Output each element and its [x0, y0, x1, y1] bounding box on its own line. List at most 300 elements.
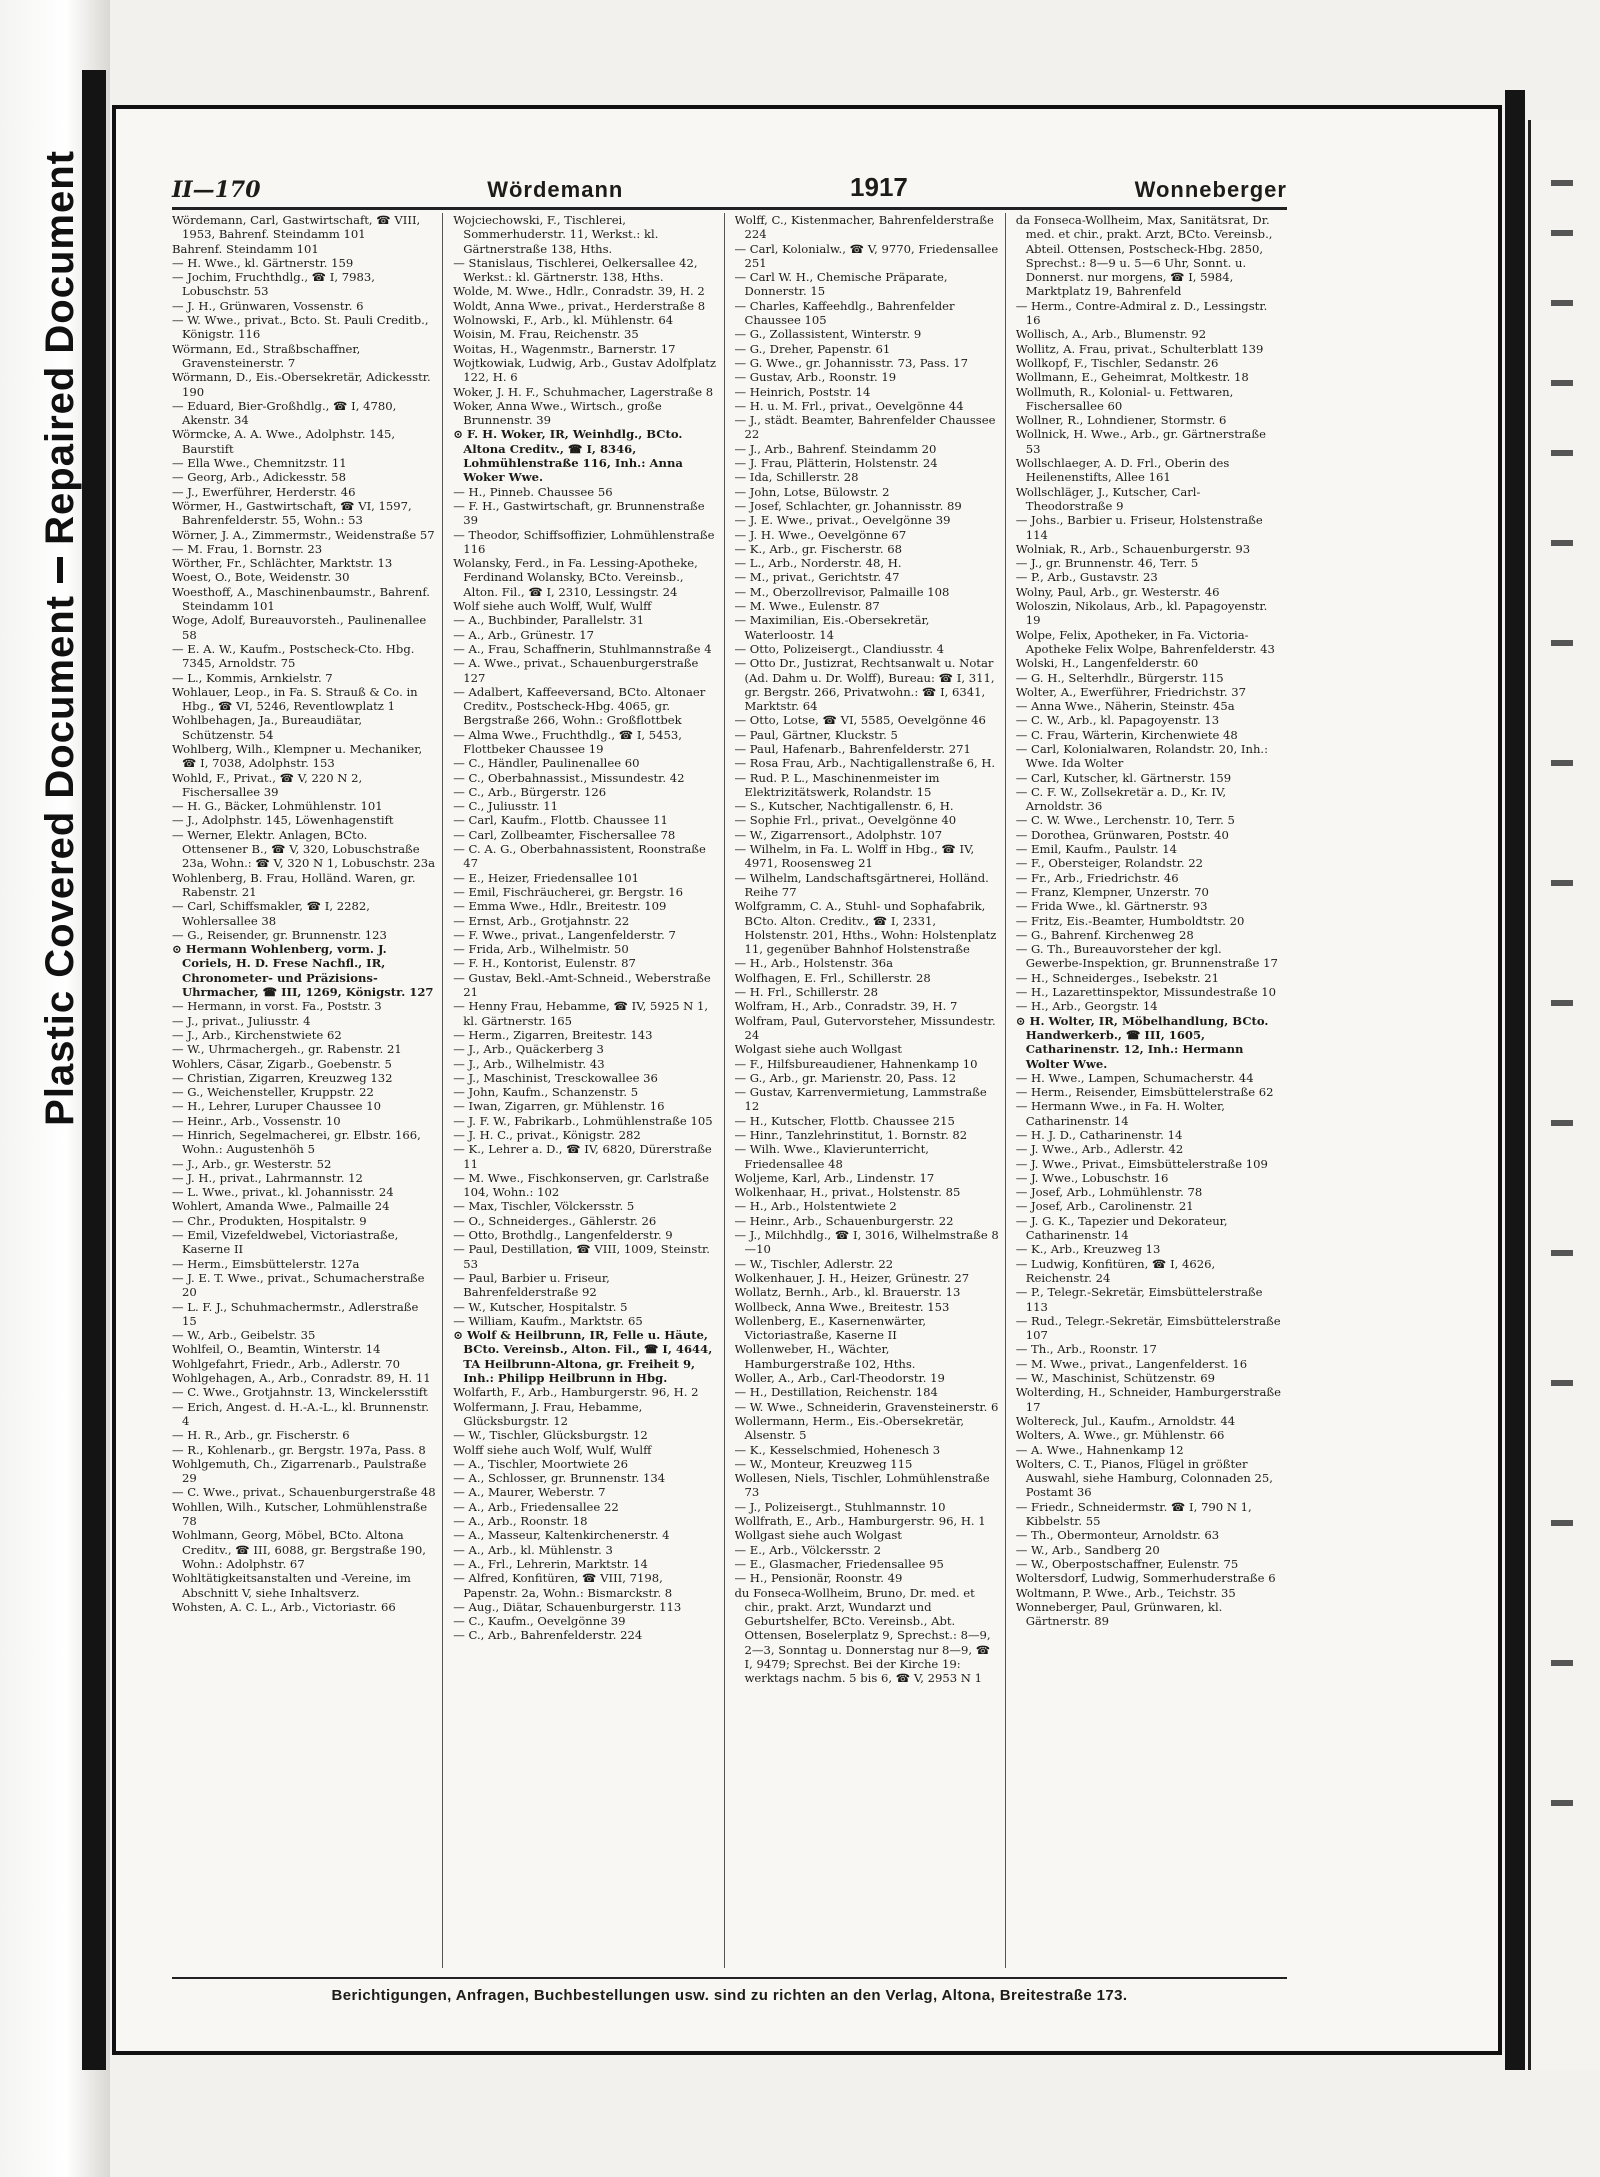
directory-entry: — S., Kutscher, Nachtigallenstr. 6, H.	[734, 799, 954, 814]
directory-entry: — Heinr., Arb., Schauenburgerstr. 22	[734, 1213, 954, 1228]
directory-entry: — H., Arb., Holstenstr. 36a	[734, 956, 893, 971]
directory-entry: — C., Arb., Bahrenfelderstr. 224	[453, 1628, 643, 1643]
directory-entry: — A. Wwe., privat., Schauenburgerstraße 127	[453, 656, 699, 685]
directory-entry: Wolansky, Ferd., in Fa. Lessing-Apotheke, Ferdinand Wolansky, BCto. Vereinsb., Alton. Fil., ☎ I, 2310, Lessingstr. 24	[453, 556, 698, 599]
directory-entry: Wolf siehe auch Wolff, Wulf, Wulff	[453, 599, 652, 614]
directory-entry: — H. Wwe., Lampen, Schumacherstr. 44	[1015, 1070, 1254, 1085]
directory-entry: Wolniak, R., Arb., Schauenburgerstr. 93	[1015, 541, 1251, 556]
directory-entry: — J. H., privat., Lahrmannstr. 12	[172, 1170, 363, 1185]
directory-entry: Wollbeck, Anna Wwe., Breitestr. 153	[734, 1299, 950, 1314]
directory-entry: — Emil, Kaufm., Paulstr. 14	[1015, 842, 1178, 857]
directory-entry: — J., Arb., Kirchenstwiete 62	[172, 1027, 342, 1042]
directory-entry: — H., Arb., Georgstr. 14	[1015, 999, 1158, 1014]
directory-entry: — Josef, Schlachter, gr. Johannisstr. 89	[734, 498, 962, 513]
directory-entry: Woge, Adolf, Bureauvorsteh., Paulinenallee 58	[172, 613, 427, 642]
directory-entry: Wohlbehagen, Ja., Bureaudiätar, Schützenstr. 54	[172, 713, 363, 742]
directory-entry: — Carl, Zollbeamter, Fischersallee 78	[453, 827, 676, 842]
directory-entry: Wolny, Paul, Arb., gr. Westerstr. 46	[1015, 584, 1220, 599]
directory-entry: — C. F. W., Zollsekretär a. D., Kr. IV, Arnoldstr. 36	[1015, 784, 1227, 814]
directory-entry: du Fonseca-Wollheim, Bruno, Dr. med. et chir., prakt. Arzt, Wundarzt und Geburtshelfer, BCto. Vereinsb., Abt. Ottensen, Boselerplatz 9, Sprechst.: 8—9, 2—3, Sonntag u. Donnerstag nur 8—9, ☎ I, 9479; Sprechst. Bei der Kirche 19: werktags nachm. 5 bis 6, ☎ V, 2953 N 1	[734, 1585, 991, 1686]
directory-entry: — Herm., Reisender, Eimsbüttelerstraße 62	[1015, 1085, 1274, 1100]
directory-entry: — C. W. Wwe., Lerchenstr. 10, Terr. 5	[1015, 813, 1235, 828]
directory-entry: Wolfram, H., Arb., Conradstr. 39, H. 7	[734, 999, 958, 1014]
directory-entry: Wohlgehagen, A., Arb., Conradstr. 89, H. 11	[172, 1371, 431, 1386]
directory-entry: — G. Th., Bureauvorsteher der kgl. Gewerbe-Inspektion, gr. Brunnenstraße 17	[1015, 942, 1278, 971]
directory-entry: — G. Wwe., gr. Johannisstr. 73, Pass. 17	[734, 355, 968, 370]
directory-entry: — A., Schlosser, gr. Brunnenstr. 134	[453, 1471, 666, 1486]
directory-entry: ⊙ F. H. Woker, IR, Weinhdlg., BCto. Altona Creditv., ☎ I, 8346, Lohmühlenstraße 116, Inh.: Anna Woker Wwe.	[453, 427, 683, 485]
directory-entry: — C., Kaufm., Oevelgönne 39	[453, 1614, 626, 1629]
directory-entry: — H., Arb., Holstentwiete 2	[734, 1199, 897, 1214]
directory-entry: Wörmer, H., Gastwirtschaft, ☎ VI, 1597, Bahrenfelderstr. 55, Wohn.: 53	[172, 498, 412, 528]
directory-entry: — A., Frl., Lehrerin, Marktstr. 14	[453, 1556, 648, 1571]
document-status-label	[30, 150, 90, 1280]
directory-entry: — Wilh. Wwe., Klavierunterricht, Friedensallee 48	[734, 1142, 929, 1171]
page-footer: Berichtigungen, Anfragen, Buchbestellungen usw. sind zu richten an den Verlag, Altona, Breitestraße 173.	[172, 1977, 1287, 2004]
directory-entry: — Paul, Hafenarb., Bahrenfelderstr. 271	[734, 741, 971, 756]
directory-entry: Wolfarth, F., Arb., Hamburgerstr. 96, H. 2	[453, 1385, 699, 1400]
year: 1917	[850, 172, 908, 202]
directory-entry: — J. E. T. Wwe., privat., Schumacherstraße 20	[172, 1270, 425, 1300]
directory-entry: — Friedr., Schneidermstr. ☎ I, 790 N 1, Kibbelstr. 55	[1015, 1499, 1252, 1529]
directory-entry: — W., Arb., Geibelstr. 35	[172, 1328, 316, 1343]
left-keyword: Wördemann	[487, 177, 624, 202]
directory-entry: Wohltätigkeitsanstalten und -Vereine, im Abschnitt V, siehe Inhaltsverz.	[172, 1571, 411, 1600]
directory-entry: — C. Wwe., Grotjahnstr. 13, Winckelersstift	[172, 1385, 428, 1400]
directory-entry: — J. H. Wwe., Oevelgönne 67	[734, 527, 907, 542]
directory-entry: Wohlauer, Leop., in Fa. S. Strauß & Co. in Hbg., ☎ VI, 5246, Reventlowplatz 1	[172, 684, 418, 714]
directory-entry: — C., Juliusstr. 11	[453, 799, 558, 814]
directory-entry: — F. H., Kontorist, Eulenstr. 87	[453, 956, 636, 971]
directory-entry: — J. Wwe., Lobuschstr. 16	[1015, 1170, 1169, 1185]
directory-entry: — G., Dreher, Papenstr. 61	[734, 341, 891, 356]
directory-entry: — Carl, Schiffsmakler, ☎ I, 2282, Wohlersallee 38	[172, 899, 370, 928]
directory-entry: Woldt, Anna Wwe., privat., Herderstraße 8	[453, 298, 706, 313]
directory-entry: Woloszin, Nikolaus, Arb., kl. Papagoyenstr. 19	[1015, 599, 1268, 628]
directory-entry: Wollnick, H. Wwe., Arb., gr. Gärtnerstraße 53	[1015, 427, 1266, 456]
directory-entry: — Henny Frau, Hebamme, ☎ IV, 5925 N 1, kl. Gärtnerstr. 165	[453, 999, 709, 1028]
directory-entry: — J., gr. Brunnenstr. 46, Terr. 5	[1015, 556, 1199, 571]
directory-entry: ⊙ Hermann Wohlenberg, vorm. J. Coriels, H. D. Frese Nachfl., IR, Chronometer- und Präzisions-Uhrmacher, ☎ III, 1269, Königstr. 127	[172, 942, 434, 1000]
directory-entry: — A., Buchbinder, Parallelstr. 31	[453, 613, 645, 628]
directory-entry: — Otto, Polizeisergt., Clandiusstr. 4	[734, 641, 944, 656]
directory-entry: — Hinr., Tanzlehrinstitut, 1. Bornstr. 82	[734, 1128, 968, 1142]
directory-entry: — Werner, Elektr. Anlagen, BCto. Ottensener B., ☎ V, 320, Lobuschstraße 23a, Wohn.: ☎ V, 320 N 1, Lobuschstr. 23a	[172, 827, 435, 871]
directory-entry: Wohld, F., Privat., ☎ V, 220 N 2, Fischersallee 39	[172, 770, 363, 799]
directory-entry: — K., Kesselschmied, Hohenesch 3	[734, 1442, 941, 1457]
directory-entry: Wohllen, Wilh., Kutscher, Lohmühlenstraße 78	[172, 1499, 428, 1529]
directory-entry: — Wilhelm, in Fa. L. Wolff in Hbg., ☎ IV, 4971, Roosensweg 21	[734, 842, 975, 871]
directory-entry: Wollenberg, E., Kasernenwärter, Victoriastraße, Kaserne II	[734, 1313, 927, 1343]
directory-entry: — H. J. D., Catharinenstr. 14	[1015, 1128, 1183, 1142]
directory-entry: Wolnowski, F., Arb., kl. Mühlenstr. 64	[453, 313, 674, 328]
directory-entry: — Carl, Kutscher, kl. Gärtnerstr. 159	[1015, 770, 1232, 785]
adjacent-page-edge	[1528, 120, 1600, 2070]
directory-entry: ⊙ Wolf & Heilbrunn, IR, Felle u. Häute, BCto. Vereinsb., Alton. Fil., ☎ I, 4644, TA Heilbrunn-Altona, gr. Freiheit 9, Inh.: Philipp Heilbrunn in Hbg.	[453, 1328, 713, 1386]
directory-entry: Wolff, C., Kistenmacher, Bahrenfelderstraße 224	[734, 213, 994, 242]
directory-entry: Wonneberger, Paul, Grünwaren, kl. Gärtnerstr. 89	[1015, 1599, 1223, 1629]
directory-entry: — William, Kaufm., Marktstr. 65	[453, 1313, 643, 1328]
directory-entry: — G. H., Selterhdlr., Bürgerstr. 115	[1015, 670, 1224, 685]
directory-entry: Woltmann, P. Wwe., Arb., Teichstr. 35	[1015, 1585, 1236, 1600]
directory-entry: — A., Arb., kl. Mühlenstr. 3	[453, 1542, 613, 1557]
directory-entry: — Paul, Barbier u. Friseur, Bahrenfelderstraße 92	[453, 1270, 610, 1300]
directory-entry: — W., Arb., Sandberg 20	[1015, 1542, 1160, 1557]
directory-entry: — H., Kutscher, Flottb. Chaussee 215	[734, 1113, 955, 1128]
directory-entry: — J. F. W., Fabrikarb., Lohmühlenstraße 105	[453, 1113, 713, 1128]
directory-entry: — Ida, Schillerstr. 28	[734, 470, 859, 485]
directory-entry: Wollschlaeger, A. D. Frl., Oberin des Heilenenstifts, Allee 161	[1015, 456, 1230, 485]
directory-entry: — A., Arb., Grünestr. 17	[453, 627, 594, 642]
directory-entry: — Adalbert, Kaffeeversand, BCto. Altonaer Creditv., Postscheck-Hbg. 4065, gr. Bergstraße 266, Wohn.: Großflottbek	[453, 684, 706, 728]
directory-entry: — Maximilian, Eis.-Obersekretär, Waterloostr. 14	[734, 613, 930, 642]
directory-entry: — H., Lehrer, Luruper Chaussee 10	[172, 1099, 381, 1114]
directory-entry: — C., Oberbahnassist., Missundestr. 42	[453, 770, 685, 785]
directory-entry: — P., Telegr.-Sekretär, Eimsbüttelerstraße 113	[1015, 1285, 1263, 1314]
column-1	[172, 213, 443, 1968]
directory-entry: Wollner, R., Lohndiener, Stormstr. 6	[1015, 413, 1227, 428]
directory-entry: — Emil, Vizefeldwebel, Victoriastraße, Kaserne II	[172, 1228, 399, 1257]
directory-entry: — J. Wwe., Privat., Eimsbüttelerstraße 109	[1015, 1156, 1268, 1171]
directory-entry: — L., Kommis, Arnkielstr. 7	[172, 670, 333, 685]
directory-entry: — L., Arb., Norderstr. 48, H.	[734, 556, 902, 571]
directory-entry: — H., Lazarettinspektor, Missundestraße 10	[1015, 985, 1277, 1000]
page-header	[172, 165, 1287, 210]
directory-entry: Wollgast siehe auch Wolgast	[734, 1528, 902, 1543]
directory-entry: Wörther, Fr., Schlächter, Marktstr. 13	[172, 556, 393, 571]
directory-entry: Wolfhagen, E. Frl., Schillerstr. 28	[734, 970, 931, 985]
directory-entry: — A., Tischler, Moortwiete 26	[453, 1456, 628, 1471]
directory-entry: Woisin, M. Frau, Reichenstr. 35	[453, 327, 639, 342]
directory-entry: Wollmuth, R., Kolonial- u. Fettwaren, Fischersallee 60	[1015, 384, 1234, 413]
directory-entry: — J., Maschinist, Tresckowallee 36	[453, 1070, 658, 1085]
directory-entry: Wohlgefahrt, Friedr., Arb., Adlerstr. 70	[172, 1356, 401, 1371]
directory-entry: — G., Arb., gr. Marienstr. 20, Pass. 12	[734, 1070, 957, 1085]
directory-entry: — J., Polizeisergt., Stuhlmannstr. 10	[734, 1499, 946, 1514]
directory-entry: — J., Arb., gr. Westerstr. 52	[172, 1156, 332, 1171]
directory-entry: — Iwan, Zigarren, gr. Mühlenstr. 16	[453, 1099, 665, 1114]
directory-entry: — Heinr., Arb., Vossenstr. 10	[172, 1113, 341, 1128]
directory-entry: Wolter, A., Ewerführer, Friedrichstr. 37	[1015, 684, 1246, 699]
directory-entry: — Eduard, Bier-Großhdlg., ☎ I, 4780, Akenstr. 34	[172, 398, 397, 428]
directory-entry: Wolfram, Paul, Gutervorsteher, Missundestr. 24	[734, 1013, 996, 1042]
directory-entry: — Fr., Arb., Friedrichstr. 46	[1015, 870, 1179, 885]
directory-entry: Wolski, H., Langenfelderstr. 60	[1015, 656, 1199, 671]
scan-edge	[1505, 90, 1525, 2070]
directory-entry: — E., Heizer, Friedensallee 101	[453, 870, 640, 885]
directory-entry: Wollisch, A., Arb., Blumenstr. 92	[1015, 327, 1207, 342]
directory-entry: — Th., Obermonteur, Arnoldstr. 63	[1015, 1528, 1220, 1543]
directory-entry: — W. Wwe., privat., Bcto. St. Pauli Creditb., Königstr. 116	[172, 313, 429, 342]
directory-entry: — A., Masseur, Kaltenkirchenerstr. 4	[453, 1528, 670, 1543]
directory-entry: — H. Wwe., kl. Gärtnerstr. 159	[172, 255, 354, 270]
directory-entry: — W., Tischler, Adlerstr. 22	[734, 1256, 894, 1271]
directory-entry: — Gustav, Arb., Roonstr. 19	[734, 370, 897, 385]
directory-entry: — Ernst, Arb., Grotjahnstr. 22	[453, 913, 630, 928]
directory-entry: — Alma Wwe., Fruchthdlg., ☎ I, 5453, Flottbeker Chaussee 19	[453, 727, 682, 756]
directory-entry: Wohlberg, Wilh., Klempner u. Mechaniker, ☎ I, 7038, Adolphstr. 153	[172, 741, 423, 771]
directory-entry: — H. G., Bäcker, Lohmühlenstr. 101	[172, 799, 383, 814]
directory-entry: Wolfermann, J. Frau, Hebamme, Glücksburgstr. 12	[453, 1399, 643, 1428]
directory-entry: — A., Arb., Roonstr. 18	[453, 1514, 588, 1529]
directory-entry: — Heinrich, Poststr. 14	[734, 384, 871, 399]
directory-entry: Woesthoff, A., Maschinenbaumstr., Bahrenf. Steindamm 101	[172, 584, 430, 614]
directory-entry: Woller, A., Arb., Carl-Theodorstr. 19	[734, 1371, 945, 1386]
directory-entry: — Carl, Kolonialwaren, Rolandstr. 20, Inh.: Wwe. Ida Wolter	[1015, 741, 1269, 771]
directory-entry: — Charles, Kaffeehdlg., Bahrenfelder Chaussee 105	[734, 298, 955, 328]
directory-entry: ⊙ H. Wolter, IR, Möbelhandlung, BCto. Handwerkerb., ☎ III, 1605, Catharinenstr. 12, Inh.: Hermann Wolter Wwe.	[1015, 1013, 1269, 1071]
directory-entry: — Johs., Barbier u. Friseur, Holstenstraße 114	[1015, 513, 1263, 542]
directory-entry: Wolterding, H., Schneider, Hamburgerstraße 17	[1015, 1385, 1281, 1414]
directory-entry: — Erich, Angest. d. H.-A.-L., kl. Brunnenstr. 4	[172, 1399, 430, 1428]
directory-entry: — Christian, Zigarren, Kreuzweg 132	[172, 1070, 393, 1085]
directory-entry: — W., Zigarrensort., Adolphstr. 107	[734, 827, 943, 842]
directory-entry: — Theodor, Schiffsoffizier, Lohmühlenstraße 116	[453, 527, 715, 556]
column-4	[1016, 213, 1287, 1968]
directory-entry: — K., Arb., Kreuzweg 13	[1015, 1242, 1161, 1257]
directory-entry: — L. F. J., Schuhmachermstr., Adlerstraße 15	[172, 1299, 419, 1328]
directory-entry: — J., Ewerführer, Herderstr. 46	[172, 484, 356, 499]
directory-entry: — Herm., Eimsbüttelerstr. 127a	[172, 1256, 360, 1271]
directory-entry: — H., Pinneb. Chaussee 56	[453, 484, 613, 499]
directory-entry: — Carl W. H., Chemische Präparate, Donnerstr. 15	[734, 270, 948, 299]
directory-entry: Woltersdorf, Ludwig, Sommerhuderstraße 6	[1015, 1571, 1276, 1586]
directory-entry: — W., Tischler, Glücksburgstr. 12	[453, 1428, 648, 1443]
directory-entry: — A., Maurer, Weberstr. 7	[453, 1485, 606, 1500]
directory-entry: — F. H., Gastwirtschaft, gr. Brunnenstraße 39	[453, 498, 705, 528]
directory-entry: — F. Wwe., privat., Langenfelderstr. 7	[453, 927, 676, 942]
repaired-document-label: Repaired Document	[37, 150, 82, 545]
directory-entry: — J. Frau, Plätterin, Holstenstr. 24	[734, 456, 938, 471]
directory-entry: Wolff siehe auch Wolf, Wulf, Wulff	[453, 1442, 652, 1457]
directory-entry: — C. Wwe., privat., Schauenburgerstraße 48	[172, 1485, 436, 1500]
directory-entry: Wohlert, Amanda Wwe., Palmaille 24	[172, 1199, 390, 1214]
directory-entry: Wojciechowski, F., Tischlerei, Sommerhuderstr. 11, Werkst.: kl. Gärtnerstraße 138, Hths.	[453, 213, 659, 256]
directory-entry: — Georg, Arb., Adickesstr. 58	[172, 470, 346, 485]
directory-entry: Wollfrath, E., Arb., Hamburgerstr. 96, H. 1	[734, 1514, 986, 1529]
directory-entry: — A., Arb., Friedensallee 22	[453, 1499, 619, 1514]
directory-entry: — Gustav, Karrenvermietung, Lammstraße 12	[734, 1085, 987, 1114]
directory-entry: — J., privat., Juliusstr. 4	[172, 1013, 311, 1028]
directory-entry: — Alfred, Konfitüren, ☎ VIII, 7198, Papenstr. 2a, Wohn.: Bismarckstr. 8	[453, 1571, 673, 1600]
directory-entry: — K., Lehrer a. D., ☎ IV, 6820, Dürerstraße 11	[453, 1142, 712, 1171]
directory-entry: Wollenweber, H., Wächter, Hamburgerstraße 102, Hths.	[734, 1342, 916, 1371]
directory-entry: — John, Kaufm., Schanzenstr. 5	[453, 1085, 639, 1100]
directory-entry: — Gustav, Bekl.-Amt-Schneid., Weberstraße 21	[453, 970, 711, 1000]
directory-entry: — C., Händler, Paulinenallee 60	[453, 756, 640, 771]
column-2	[453, 213, 724, 1968]
directory-entry: — L. Wwe., privat., kl. Johannisstr. 24	[172, 1185, 394, 1200]
right-keyword: Wonneberger	[1134, 177, 1287, 202]
directory-entry: — Wilhelm, Landschaftsgärtnerei, Holländ. Reihe 77	[734, 870, 989, 899]
directory-entry: Bahrenf. Steindamm 101	[172, 241, 319, 256]
directory-entry: Woker, Anna Wwe., Wirtsch., große Brunnenstr. 39	[453, 398, 662, 428]
directory-entry: — G., Reisender, gr. Brunnenstr. 123	[172, 927, 387, 942]
directory-entry: — H. u. M. Frl., privat., Oevelgönne 44	[734, 398, 964, 413]
directory-entry: Wohlenberg, B. Frau, Holländ. Waren, gr. Rabenstr. 21	[172, 870, 416, 899]
directory-entry: — E. A. W., Kaufm., Postscheck-Cto. Hbg. 7345, Arnoldstr. 75	[172, 641, 415, 671]
directory-entry: — Rosa Frau, Arb., Nachtigallenstraße 6, H.	[734, 756, 996, 771]
directory-entry: — Otto, Brothdlg., Langenfelderstr. 9	[453, 1228, 673, 1243]
directory-entry: Wolgast siehe auch Wollgast	[734, 1042, 902, 1057]
directory-entry: — G., Zollassistent, Winterstr. 9	[734, 327, 922, 342]
directory-entry: — Th., Arb., Roonstr. 17	[1015, 1342, 1157, 1357]
directory-entry: Wörmcke, A. A. Wwe., Adolphstr. 145, Baurstift	[172, 427, 396, 456]
directory-entry: — Josef, Arb., Lohmühlenstr. 78	[1015, 1185, 1203, 1200]
directory-entry: — Franz, Klempner, Unzerstr. 70	[1015, 884, 1209, 899]
directory-entry: Wolpe, Felix, Apotheker, in Fa. Victoria-Apotheke Felix Wolpe, Bahrenfelderstr. 43	[1015, 627, 1275, 656]
directory-entry: — Sophie Frl., privat., Oevelgönne 40	[734, 813, 957, 828]
directory-entry: — W., Uhrmachergeh., gr. Rabenstr. 21	[172, 1042, 402, 1057]
directory-entry: Wollermann, Herm., Eis.-Obersekretär, Alsenstr. 5	[734, 1413, 965, 1443]
page-number: II—170	[172, 177, 261, 203]
directory-entry: Wohlfeil, O., Beamtin, Winterstr. 14	[172, 1342, 381, 1357]
directory-entry: Wolters, A. Wwe., gr. Mühlenstr. 66	[1015, 1428, 1225, 1443]
directory-entry: Wollatz, Bernh., Arb., kl. Brauerstr. 13	[734, 1285, 961, 1300]
directory-entry: Wörmann, Ed., Straßbschaffner, Gravensteinerstr. 7	[172, 341, 361, 370]
directory-entry: — M. Frau, 1. Bornstr. 23	[172, 541, 323, 556]
directory-entry: — Hinrich, Segelmacherei, gr. Elbstr. 166, Wohn.: Augustenhöh 5	[172, 1128, 421, 1157]
directory-entry: Wollesen, Niels, Tischler, Lohmühlenstraße 73	[734, 1471, 990, 1500]
directory-entry: — J. H., Grünwaren, Vossenstr. 6	[172, 298, 364, 313]
directory-entry: — Anna Wwe., Näherin, Steinstr. 45a	[1015, 699, 1235, 714]
directory-entry: — Paul, Gärtner, Kluckstr. 5	[734, 727, 898, 742]
directory-entry: — M. Wwe., Eulenstr. 87	[734, 599, 880, 614]
directory-entry: — E., Arb., Völckersstr. 2	[734, 1542, 882, 1557]
directory-entry: — Aug., Diätar, Schauenburgerstr. 113	[453, 1599, 682, 1614]
directory-entry: — Stanislaus, Tischlerei, Oelkersallee 42, Werkst.: kl. Gärtnerstr. 138, Hths.	[453, 255, 698, 285]
directory-entry: — M., Oberzollrevisor, Palmaille 108	[734, 584, 950, 599]
directory-entry: — Rud., Telegr.-Sekretär, Eimsbüttelerstraße 107	[1015, 1313, 1281, 1343]
directory-entry: — J., städt. Beamter, Bahrenfelder Chaussee 22	[734, 413, 996, 442]
directory-entry: — F., Hilfsbureaudiener, Hahnenkamp 10	[734, 1056, 978, 1071]
directory-entry: — R., Kohlenarb., gr. Bergstr. 197a, Pass. 8	[172, 1442, 426, 1457]
directory-entry: Wörmann, D., Eis.-Obersekretär, Adickesstr. 190	[172, 370, 431, 399]
directory-entry: — Hermann, in vorst. Fa., Poststr. 3	[172, 999, 382, 1014]
directory-entry: — Josef, Arb., Carolinenstr. 21	[1015, 1199, 1194, 1214]
directory-entry: Wohlmann, Georg, Möbel, BCto. Altona Creditv., ☎ III, 6088, gr. Bergstraße 190, Wohn.: Adolphstr. 67	[172, 1528, 426, 1571]
directory-entry: — J., Arb., Quäckerberg 3	[453, 1042, 604, 1057]
directory-entry: Woltereck, Jul., Kaufm., Arnoldstr. 44	[1015, 1413, 1236, 1428]
directory-entry: — Otto Dr., Justizrat, Rechtsanwalt u. Notar (Ad. Dahm u. Dr. Wolff), Bureau: ☎ I, 311, gr. Bergstr. 266, Privatwohn.: ☎ I, 6341, Marktstr. 64	[734, 656, 995, 714]
directory-entry: Wojtkowiak, Ludwig, Arb., Gustav Adolfplatz 122, H. 6	[453, 355, 717, 385]
directory-entry: — Ludwig, Konfitüren, ☎ I, 4626, Reichenstr. 24	[1015, 1256, 1216, 1285]
directory-entry: Wohsten, A. C. L., Arb., Victoriastr. 66	[172, 1599, 396, 1614]
directory-entry: Woljeme, Karl, Arb., Lindenstr. 17	[734, 1170, 935, 1185]
directory-entry: — J. E. Wwe., privat., Oevelgönne 39	[734, 513, 951, 528]
plastic-covered-label: Plastic Covered Document	[37, 594, 82, 1126]
directory-entry: — Herm., Zigarren, Breitestr. 143	[453, 1027, 653, 1042]
directory-entry: Wollitz, A. Frau, privat., Schulterblatt 139	[1015, 341, 1264, 356]
directory-entry: — P., Arb., Gustavstr. 23	[1015, 570, 1158, 585]
directory-entry: — A. Wwe., Hahnenkamp 12	[1015, 1442, 1184, 1457]
directory-entry: — H., Destillation, Reichenstr. 184	[734, 1385, 938, 1400]
directory-entry: da Fonseca-Wollheim, Max, Sanitätsrat, Dr. med. et chir., prakt. Arzt, BCto. Vereinsb., Abteil. Ottensen, Postscheck-Hbg. 2850, Sprechst.: 8—9 u. 5—6 Uhr, Sonnt. u. Donnerst. nur morgens, ☎ I, 5984, Marktplatz 19, Bahrenfeld	[1015, 213, 1273, 299]
directory-entry: Wolfgramm, C. A., Stuhl- und Sophafabrik, BCto. Alton. Creditv., ☎ I, 2331, Holstenstr. 201, Hths., Wohn: Holstenplatz 11, gegenüber Bahnhof Holstenstraße	[734, 899, 997, 957]
directory-entry: — C. Frau, Wärterin, Kirchenwiete 48	[1015, 727, 1238, 742]
directory-entry: Wollkopf, F., Tischler, Sedanstr. 26	[1015, 355, 1219, 370]
directory-entry: — O., Schneiderges., Gählerstr. 26	[453, 1213, 657, 1228]
document-page	[112, 105, 1502, 2055]
directory-entry: — Dorothea, Grünwaren, Poststr. 40	[1015, 827, 1229, 842]
directory-entry: — Emma Wwe., Hdlr., Breitestr. 109	[453, 899, 667, 914]
directory-entry: — Otto, Lotse, ☎ VI, 5585, Oevelgönne 46	[734, 713, 986, 728]
directory-entry: — Fritz, Eis.-Beamter, Humboldtstr. 20	[1015, 913, 1245, 928]
label-separator	[57, 557, 63, 583]
directory-entry: — Frida, Arb., Wilhelmistr. 50	[453, 942, 629, 957]
directory-entry: — Carl, Kaufm., Flottb. Chaussee 11	[453, 813, 668, 828]
directory-entry: — Rud. P. L., Maschinenmeister im Elektrizitätswerk, Rolandstr. 15	[734, 770, 940, 799]
directory-entry: — Emil, Fischräucherei, gr. Bergstr. 16	[453, 884, 684, 899]
directory-entry: — Paul, Destillation, ☎ VIII, 1009, Steinstr. 53	[453, 1242, 710, 1271]
directory-entry: — Jochim, Fruchthdlg., ☎ I, 7983, Lobuschstr. 53	[172, 270, 375, 299]
directory-entry: Wolkenhauer, J. H., Heizer, Grünestr. 27	[734, 1270, 970, 1285]
directory-entry: — J. Wwe., Arb., Adlerstr. 42	[1015, 1142, 1184, 1157]
directory-entry: Wohlers, Cäsar, Zigarb., Goebenstr. 5	[172, 1056, 392, 1071]
directory-entry: Woker, J. H. F., Schuhmacher, Lagerstraße 8	[453, 384, 714, 399]
directory-entry: — J. H. C., privat., Königstr. 282	[453, 1128, 641, 1142]
directory-entry: Woest, O., Bote, Weidenstr. 30	[172, 570, 350, 585]
directory-entry: — Chr., Produkten, Hospitalstr. 9	[172, 1213, 367, 1228]
directory-entry: — W., Kutscher, Hospitalstr. 5	[453, 1299, 628, 1314]
directory-entry: — C. W., Arb., kl. Papagoyenstr. 13	[1015, 713, 1220, 728]
directory-entry: — Herm., Contre-Admiral z. D., Lessingstr. 16	[1015, 298, 1268, 328]
directory-entry: — M. Wwe., privat., Langenfelderst. 16	[1015, 1356, 1248, 1371]
directory-entry: — J. G. K., Tapezier und Dekorateur, Catharinenstr. 14	[1015, 1213, 1228, 1243]
directory-entry: Woitas, H., Wagenmstr., Barnerstr. 17	[453, 341, 676, 356]
directory-entry: — C., Arb., Bürgerstr. 126	[453, 784, 607, 799]
column-3	[735, 213, 1006, 1968]
directory-entry: — Hermann Wwe., in Fa. H. Wolter, Catharinenstr. 14	[1015, 1099, 1225, 1128]
directory-entry: — J., Milchhdlg., ☎ I, 3016, Wilhelmstraße 8—10	[734, 1228, 999, 1257]
directory-entry: — A., Frau, Schaffnerin, Stuhlmannstraße 4	[453, 641, 712, 656]
directory-entry: — W. Wwe., Schneiderin, Gravensteinerstr. 6	[734, 1399, 999, 1414]
directory-entry: — E., Glasmacher, Friedensallee 95	[734, 1556, 944, 1571]
directory-entry: Wolters, C. T., Pianos, Flügel in größter Auswahl, siehe Hamburg, Colonnaden 25, Postamt 36	[1015, 1456, 1273, 1500]
directory-entry: — J., Arb., Wilhelmistr. 43	[453, 1056, 605, 1071]
directory-entry: Wollschläger, J., Kutscher, Carl-Theodorstraße 9	[1015, 484, 1201, 513]
directory-entry: — J., Arb., Bahrenf. Steindamm 20	[734, 441, 937, 456]
directory-entry: — W., Monteur, Kreuzweg 115	[734, 1456, 913, 1471]
directory-entry: — J., Adolphstr. 145, Löwenhagenstift	[172, 813, 394, 828]
directory-entry: — M., privat., Gerichtstr. 47	[734, 570, 900, 585]
directory-entry: — C. A. G., Oberbahnassistent, Roonstraße 47	[453, 842, 706, 871]
directory-entry: — K., Arb., gr. Fischerstr. 68	[734, 541, 903, 556]
directory-entry: Wolde, M. Wwe., Hdlr., Conradstr. 39, H. 2	[453, 284, 705, 299]
directory-entry: — Carl, Kolonialw., ☎ V, 9770, Friedensallee 251	[734, 241, 999, 270]
directory-entry: — F., Obersteiger, Rolandstr. 22	[1015, 856, 1203, 871]
directory-entry: Wohlgemuth, Ch., Zigarrenarb., Paulstraße 29	[172, 1456, 427, 1486]
directory-columns	[172, 213, 1287, 1968]
directory-entry: — W., Oberpostschaffner, Eulenstr. 75	[1015, 1556, 1239, 1571]
directory-entry: — H., Schneiderges., Isebekstr. 21	[1015, 970, 1219, 985]
directory-entry: — G., Weichensteller, Kruppstr. 22	[172, 1085, 374, 1100]
directory-entry: Wörner, J. A., Zimmermstr., Weidenstraße 57	[172, 527, 435, 542]
directory-entry: — Frida Wwe., kl. Gärtnerstr. 93	[1015, 899, 1208, 914]
directory-entry: — G., Bahrenf. Kirchenweg 28	[1015, 927, 1194, 942]
directory-entry: Wördemann, Carl, Gastwirtschaft, ☎ VIII, 1953, Bahrenf. Steindamm 101	[172, 213, 421, 242]
directory-entry: — Max, Tischler, Völckersstr. 5	[453, 1199, 635, 1214]
directory-entry: — John, Lotse, Bülowstr. 2	[734, 484, 890, 499]
directory-entry: — Ella Wwe., Chemnitzstr. 11	[172, 456, 347, 471]
directory-entry: Wollmann, E., Geheimrat, Moltkestr. 18	[1015, 370, 1249, 385]
directory-entry: — W., Maschinist, Schützenstr. 69	[1015, 1371, 1215, 1386]
directory-entry: — M. Wwe., Fischkonserven, gr. Carlstraße 104, Wohn.: 102	[453, 1170, 710, 1200]
directory-entry: Wolkenhaar, H., privat., Holstenstr. 85	[734, 1185, 961, 1200]
directory-entry: — H. Frl., Schillerstr. 28	[734, 985, 879, 1000]
directory-entry: — H. R., Arb., gr. Fischerstr. 6	[172, 1428, 350, 1443]
directory-entry: — H., Pensionär, Roonstr. 49	[734, 1571, 903, 1586]
